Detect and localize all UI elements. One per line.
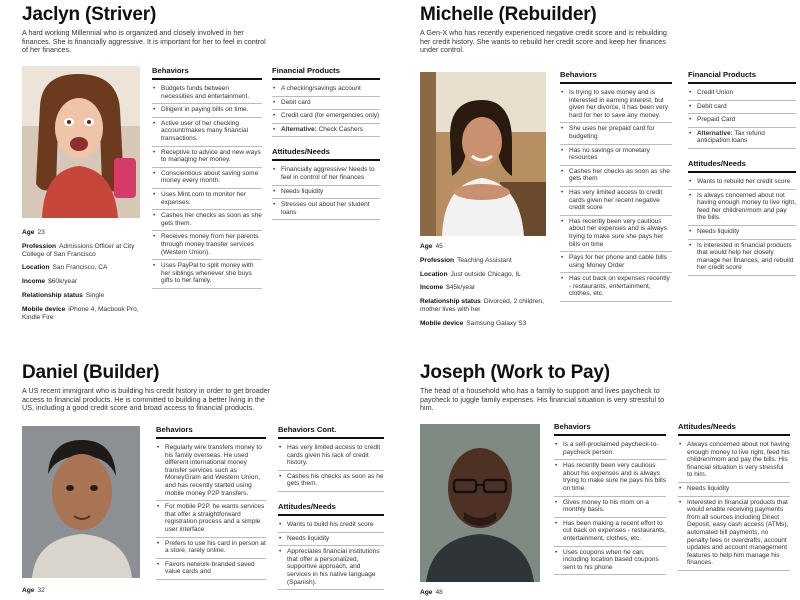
persona-intro: The head of a household who has a family to support and lives paycheck to paycheck to juggle family expenses. His financial situation is very stressful to him. (420, 386, 665, 413)
behaviors-heading: Behaviors (554, 422, 666, 436)
list-item: • Conscientious about saving some money every month. (152, 168, 262, 189)
attitudes-heading: Attitudes/Needs (272, 147, 380, 161)
list-item: • Has recently been very cautious about his expenses and is always trying to make sure he pays his bills on time. (554, 460, 666, 496)
behaviors-column (554, 422, 666, 575)
list-item: • Regularly wire transfers money to his family overseas. He used different international money transfer services such as MoneyGram and Western Union, and has recently started using mobile money P2P transfers. (156, 442, 266, 501)
behaviors-list (156, 442, 266, 580)
list-item: • Has recently been very cautious about her expenses and is always trying to make sure she pays her bills on time (560, 216, 672, 252)
products-column (688, 70, 796, 276)
list-item: • Debit card (688, 101, 796, 115)
behaviors-cont-list (278, 442, 384, 492)
fact-profession: Profession Admissions Officer at City College of San Francisco (22, 242, 135, 258)
list-item: • Credit Union (688, 87, 796, 101)
behaviors-list (554, 439, 666, 575)
fact-income: Income $45k/year (420, 284, 476, 292)
list-item: • A checking/savings account (272, 83, 380, 97)
attitudes-column (678, 422, 790, 571)
persona-facts (420, 586, 544, 600)
persona-intro: A Gen-X who has recently experienced negative credit score and is rebuilding her credit history. She wants to rebuild her credit score and keep her finances under control. (420, 28, 667, 55)
persona-photo (420, 424, 540, 582)
list-item: • Always concerned about not having enough money to live right, feed his children/mom and pay the bills. His financial situation is very stressful to him. (678, 439, 790, 483)
fact-age: Age 23 (22, 229, 45, 236)
attitudes-heading: Attitudes/Needs (278, 502, 384, 516)
list-item: • Has been making a recent effort to cut back on expenses - restaurants, entertainment, clothes, etc. (554, 518, 666, 547)
fact-location: Location Just outside Chicago, IL (420, 270, 521, 278)
list-item: • Has cut back on expenses recently - restaurants, entertainment, clothes, etc. (560, 273, 672, 302)
list-item: • For mobile P2P, he wants services that offer a straightforward registration process and a simple user interface (156, 501, 266, 537)
behaviors-cont-column (278, 425, 384, 590)
list-item: • Budgets funds between necessities and entertainment. (152, 83, 262, 104)
list-item: • Financially aggressive/ Needs to feel in control of her finances (272, 164, 380, 185)
list-item: • Cashes her checks as soon as she gets them (560, 166, 672, 187)
behaviors-heading: Behaviors (560, 70, 672, 84)
list-item: • Is interested in financial products that would help her closely manage her finances, and rebuild her credit score (688, 240, 796, 276)
behaviors-list (152, 83, 262, 289)
behaviors-cont-heading: Behaviors Cont. (278, 425, 384, 439)
attitudes-heading: Attitudes/Needs (678, 422, 790, 436)
list-item: • Prefers to use his card in person at a store, rarely online. (156, 538, 266, 559)
attitudes-list (278, 519, 384, 590)
list-item: • Is trying to save money and is interested in earning interest, but given her divorce, it has been very hard for her to save any money. (560, 87, 672, 123)
fact-age: Age 48 (420, 589, 443, 596)
products-list (272, 83, 380, 137)
list-item: • Credit card (for emergencies only) (272, 110, 380, 124)
fact-mobile-device: Mobile device iPhone 4, Macbook Pro, Kindle Fire (22, 305, 139, 321)
products-heading: Financial Products (688, 70, 796, 84)
list-item: • Uses coupons when he can, including location based coupons sent to his phone (554, 547, 666, 576)
list-item: • Stresses out about her student loans (272, 199, 380, 220)
fact-relationship: Relationship status Single (22, 291, 105, 299)
persona-name: Jaclyn (Striver) (22, 4, 157, 25)
products-list (688, 87, 796, 149)
persona-facts (22, 584, 146, 598)
list-item: • Favors network-branded saved value cards and (156, 559, 266, 580)
persona-photo (22, 66, 140, 218)
list-item: • Appreciates financial institutions that offer a personalized, supportive approach, and services in his native language (Spanish). (278, 546, 384, 590)
persona-joseph (420, 358, 800, 600)
list-item: • Alternative: Check Cashers (272, 124, 380, 138)
persona-name: Michelle (Rebuilder) (420, 4, 597, 25)
behaviors-column (156, 425, 266, 580)
list-item: • Needs liquidity (278, 533, 384, 547)
behaviors-column (560, 70, 672, 302)
list-item: • She uses her prepaid card for budgeting (560, 123, 672, 144)
persona-photo (22, 426, 140, 578)
behaviors-column (152, 66, 262, 289)
list-item: • Alternative: Tax refund anticipation loans (688, 128, 796, 149)
persona-name: Daniel (Builder) (22, 362, 160, 383)
behaviors-list (560, 87, 672, 302)
list-item: • Receptive to advice and new ways to managing her money. (152, 147, 262, 168)
list-item: • Pays for her phone and cable bills using Money Order (560, 252, 672, 273)
behaviors-heading: Behaviors (156, 425, 266, 439)
products-heading: Financial Products (272, 66, 380, 80)
persona-photo (420, 72, 546, 236)
fact-age: Age 45 (420, 243, 443, 250)
list-item: • Needs liquidity (688, 226, 796, 240)
persona-intro: A US recent immigrant who is building his credit history in order to get broader access to financial products. He is committed to building a better living in the US, including a good credit score and broad access to financial products. (22, 386, 271, 413)
persona-jaclyn (22, 0, 392, 345)
fact-location: Location San Francisco, CA (22, 264, 108, 272)
list-item: • Needs liquidity (272, 186, 380, 200)
fact-relationship: Relationship status Divorced, 2 children, mother lives with her (420, 298, 544, 313)
attitudes-list (688, 176, 796, 276)
list-item: • Receives money from her parents through money transfer services (Western Union). (152, 231, 262, 260)
persona-name: Joseph (Work to Pay) (420, 362, 610, 383)
fact-age: Age 32 (22, 587, 45, 594)
attitudes-list (678, 439, 790, 571)
list-item: • Uses Mint.com to monitor her expenses. (152, 189, 262, 210)
persona-facts (420, 240, 552, 331)
list-item: • Cashes her checks as soon as she gets them. (152, 210, 262, 231)
list-item: • Is always concerned about not having enough money to live right, feed her children/mom and pay the bills. (688, 190, 796, 226)
persona-daniel (22, 358, 392, 600)
list-item: • Prepaid Card (688, 114, 796, 128)
fact-profession: Profession Teaching Assistant (420, 256, 512, 264)
list-item: • Has very limited access to credit cards given his lack of credit history. (278, 442, 384, 471)
attitudes-heading: Attitudes/Needs (688, 159, 796, 173)
persona-intro: A hard working Millennial who is organized and closely involved in her finances. She is financially aggressive. It is important for her to feel in control of her finances. (22, 28, 266, 55)
list-item: • Active user of her checking account/makes many financial transactions. (152, 118, 262, 147)
list-item: • Gives money to his mom on a monthly basis. (554, 497, 666, 518)
list-item: • Debit card (272, 97, 380, 111)
list-item: • Diligent in paying bills on time. (152, 104, 262, 118)
products-column (272, 66, 380, 220)
fact-income: Income $60k/year (22, 278, 78, 286)
persona-facts (22, 226, 146, 324)
list-item: • Uses PayPal to split money with her siblings whenever she buys gifts to her family. (152, 260, 262, 289)
list-item: • Needs liquidity (678, 483, 790, 497)
list-item: • Has no savings or monetary resources (560, 145, 672, 166)
list-item: • Cashes his checks as soon as he gets them. (278, 471, 384, 492)
list-item: • Wants to rebuild her credit score (688, 176, 796, 190)
list-item: • Wants to build his credit score (278, 519, 384, 533)
persona-michelle (420, 0, 800, 345)
list-item: • Interested in financial products that would enable receiving payments from all sources including Direct Deposit, easy cash access (ATMs), automated bill payments, no penalty fees or overdrafts, account updates and account management features to help him manage his finances. (678, 497, 790, 571)
behaviors-heading: Behaviors (152, 66, 262, 80)
attitudes-list (272, 164, 380, 220)
list-item: • Has very limited access to credit cards given her recent negative credit score (560, 187, 672, 216)
fact-mobile-device: Mobile device Samsung Galaxy S3 (420, 319, 527, 327)
list-item: • Is a self-proclaimed paycheck-to-paycheck person. (554, 439, 666, 460)
